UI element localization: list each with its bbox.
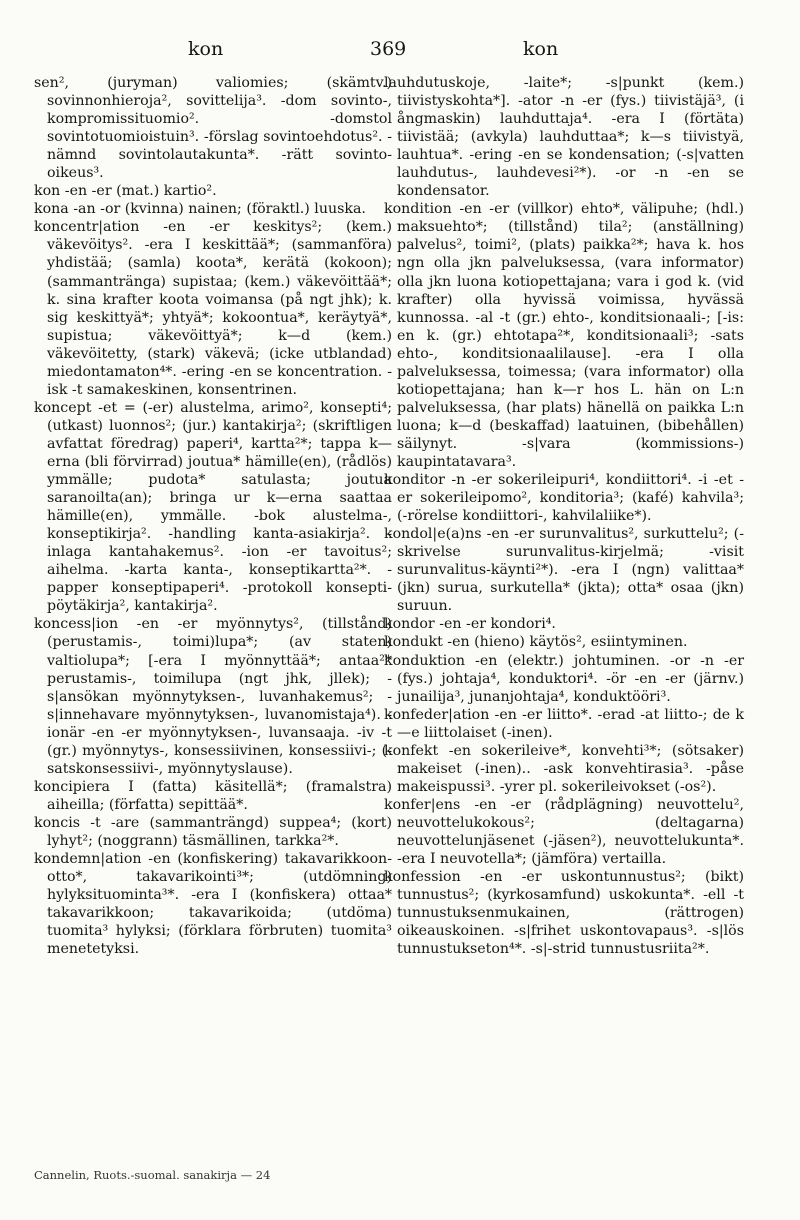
dictionary-entry: konduktion -en (elektr.) johtuminen. -or -n -er (fys.) johtaja⁴, konduktori⁴. -ör -en -er (järnv.) junailija³, junanjohtaja⁴, konduktööri³. xyxy=(384,652,744,705)
dictionary-entry: konfession -en -er uskontunnustus²; (bikt) tunnustus²; (kyrkosamfund) uskokunta*. -ell -t tunnustuksenmukainen, (rättrogen) oikeauskoinen. -s|frihet uskontovapaus³. -s|lös tunnustukseton⁴*. -s|-strid tunnustusriita²*. xyxy=(384,869,744,958)
left-column xyxy=(34,74,392,958)
dictionary-entry: kondition -en -er (villkor) ehto*, välipuhe; (hdl.) maksuehto*; (tillstånd) tila²; (anställning) palvelus², toimi², (plats) paikka²*; hava k. hos ngn olla jkn palveluksessa, (vara informator) olla jkn luona kotiopettajana; vara i god k. (vid krafter) olla hyvissä voimissa, hyvässä kunnossa. -al -t (gr.) ehto-, konditsionaali-; [-is: en k. (gr.) ehtotapa²*, konditsionaali³; -sats ehto-, konditsionaalilause]. -era I olla palveluksessa, toimessa; (vara informator) olla kotiopettajana; han k—r hos L. hän on L:n palveluksessa, (har plats) hänellä on paikka L:n luona; k—d (beskaffad) laatuinen, (bibehållen) säilynyt. -s|vara (kommissions-) kaupintatavara³. xyxy=(384,201,744,470)
dictionary-entry: lauhdutuskoje, -laite*; -s|punkt (kem.) tiivistyskohta*]. -ator -n -er (fys.) tiivistäjä³, (i ångmaskin) lauhduttaja⁴. -era I (förtäta) tiivistää; (avkyla) lauhduttaa*; k—s tiivistyä, lauhtua*. -ering -en se kondensation; (-s|vatten lauhdutus-, lauhdevesi²*). -or -n -en se kondensator. xyxy=(384,75,744,200)
dictionary-entry: kondor -en -er kondori⁴. xyxy=(384,616,556,633)
dictionary-entry: kondukt -en (hieno) käytös², esiintyminen. xyxy=(384,634,688,651)
header-guide-word-left: kon xyxy=(188,38,224,60)
right-column xyxy=(384,74,744,958)
dictionary-entry: kon -en -er (mat.) kartio². xyxy=(34,183,217,200)
dictionary-entry: kondemn|ation -en (konfiskering) takavarikkoon-otto*, takavarikointi³*; (utdömning) hylyksituominta³*. -era I (konfiskera) ottaa* takavarikkoon; takavarikoida; (utdöma) tuomita³ hylyksi; (förklara förbruten) tuomita³ menetetyksi. xyxy=(34,851,392,958)
dictionary-entry: konditor -n -er sokerileipuri⁴, kondiittori⁴. -i -et -er sokerileipomo², konditoria³; (kafé) kahvila³; (-rörelse kondiittori-, kahvilaliike*). xyxy=(384,472,744,525)
dictionary-entry: koncept -et = (-er) alustelma, arimo², konsepti⁴; (utkast) luonnos²; (jur.) kantakirja²; (skriftligen avfattat föredrag) paperi⁴, kartta²*; tappa k—erna (bli förvirrad) joutua* hämille(en), (rådlös) ymmälle; pudota* satulasta; joutua saranoilta(an); bringa ur k—erna saattaa hämille(en), ymmälle. -bok alustelma-, konseptikirja². -handling kanta-asiakirja². -inlaga kantahakemus². -ion -er tavoitus²; aihelma. -karta kanta-, konseptikartta²*. -papper konseptipaperi⁴. -protokoll konsepti-pöytäkirja², kantakirja². xyxy=(34,399,392,615)
dictionary-entry: koncis -t -are (sammanträngd) suppea⁴; (kort) lyhyt²; (noggrann) täsmällinen, tarkka²*. xyxy=(34,814,392,849)
dictionary-entry: konfer|ens -en -er (rådplägning) neuvottelu², neuvottelukokous²; (deltagarna) neuvottelunjäsenet (-jäsen²), neuvottelukunta*. -era I neuvotella*; (jämföra) vertailla. xyxy=(384,796,744,868)
dictionary-entry: konfekt -en sokerileive*, konvehti³*; (sötsaker) makeiset (-inen).. -ask konvehtirasia³. -påse makeispussi³. -yrer pl. sokerileivokset (-os²). xyxy=(384,742,744,795)
page-header xyxy=(0,38,800,68)
dictionary-entry: konfeder|ation -en -er liitto*. -erad -at liitto-; de k—e liittolaiset (-inen). xyxy=(384,706,744,741)
dictionary-entry: sen², (juryman) valiomies; (skämtv.) sovinnonhieroja², sovittelija³. -dom sovinto-, kompromissituomio². -domstol sovintotuomioistuin³. -förslag sovintoehdotus². -nämnd sovintolautakunta*. -rätt sovinto-oikeus³. xyxy=(34,75,392,182)
dictionary-entry: koncipiera I (fatta) käsitellä*; (framalstra) aiheilla; (författa) sepittää*. xyxy=(34,778,392,813)
page-number: 369 xyxy=(370,38,407,60)
dictionary-entry: kona -an -or (kvinna) nainen; (föraktl.) luuska. xyxy=(34,201,366,218)
dictionary-entry: koncess|ion -en -er myönnytys², (tillstånd) (perustamis-, toimi)lupa*; (av staten) valtiolupa*; [-era I myönnyttää*; antaa²* perustamis-, toimilupa (ngt jhk, jllek); -s|ansökan myönnytyksen-, luvanhakemus²; -s|innehavare myönnytyksen-, luvanomistaja⁴). -ionär -en -er myönnytyksen-, luvansaaja. -iv -t (gr.) myönnytys-, konsessiivinen, konsessiivi-; (-satskonsessiivi-, myönnytyslause). xyxy=(34,616,392,777)
header-guide-word-right: kon xyxy=(523,38,559,60)
dictionary-entry: koncentr|ation -en -er keskitys²; (kem.) väkevöitys². -era I keskittää*; (sammanföra) yhdistää; (samla) koota*, kerätä (kokoon); (sammantränga) supistaa; (kem.) väkevöittää*; k. sina krafter koota voimansa (på ngt jhk); k. sig keskittyä*; yhtyä*; kokoontua*, keräytyä*, supistua; väkevöittyä*; k—d (kem.) väkevöitetty, (stark) väkevä; (icke utblandad) miedontamaton⁴*. -ering -en se koncentration. -isk -t samakeskinen, konsentrinen. xyxy=(34,219,392,398)
dictionary-entry: kondol|e(a)ns -en -er surunvalitus², surkuttelu²; (-skrivelse surunvalitus-kirjelmä; -visit surunvalitus-käynti²*). -era I (ngn) valittaa* (jkn) surua, surkutella* (jkta); otta* osaa (jkn) suruun. xyxy=(384,526,744,615)
page-footer: Cannelin, Ruots.-suomal. sanakirja — 24 xyxy=(34,1168,271,1182)
